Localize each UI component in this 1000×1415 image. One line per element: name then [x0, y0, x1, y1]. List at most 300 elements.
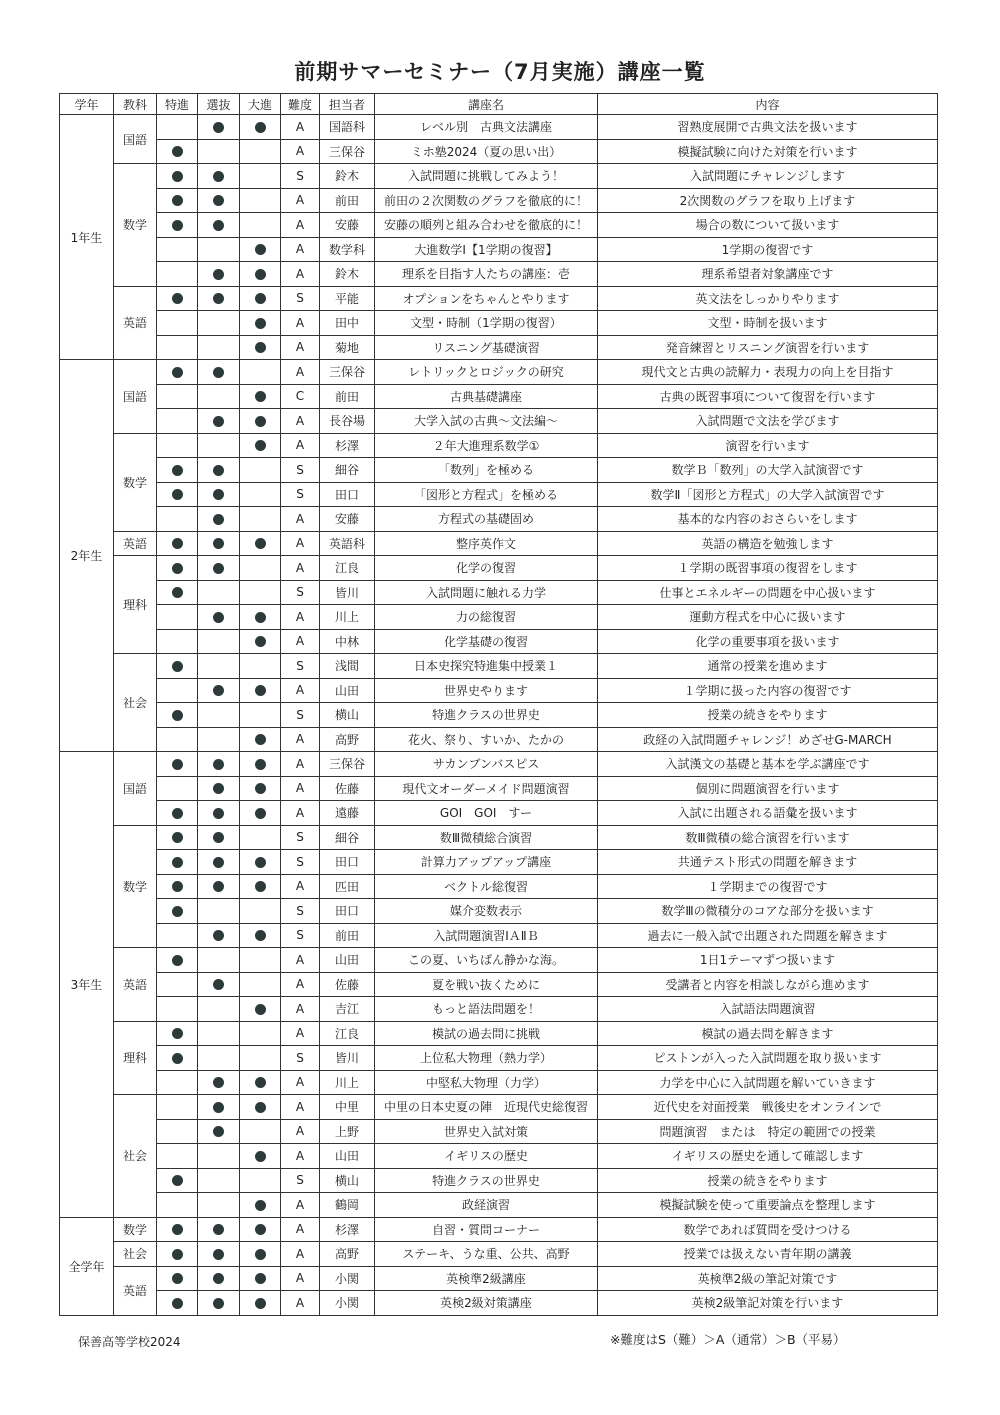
difficulty-cell: S [281, 654, 320, 679]
table-row [60, 1266, 938, 1291]
table-row [60, 115, 938, 140]
course-name-cell: この夏、いちばん静かな海。 [375, 948, 598, 973]
course-name-cell: 中堅私大物理（力学） [375, 1070, 598, 1095]
header-tokushin: 特進 [157, 94, 198, 115]
table-row [60, 727, 938, 752]
teacher-cell: 吉江 [320, 997, 375, 1022]
daishin-dot-icon [255, 1224, 266, 1235]
daishin-cell [240, 1144, 281, 1169]
senbatsu-dot-icon [213, 269, 224, 280]
subject-cell: 英語 [114, 1266, 157, 1315]
daishin-dot-icon [255, 783, 266, 794]
senbatsu-dot-icon [213, 1077, 224, 1088]
senbatsu-dot-icon [213, 1298, 224, 1309]
daishin-cell [240, 458, 281, 483]
table-row [60, 384, 938, 409]
tokushin-cell [157, 1266, 198, 1291]
table-row [60, 948, 938, 973]
senbatsu-dot-icon [213, 122, 224, 133]
tokushin-cell [157, 605, 198, 630]
content-cell: 政経の入試問題チャレンジ！めざせG-MARCH [598, 727, 938, 752]
tokushin-dot-icon [172, 710, 183, 721]
tokushin-cell [157, 997, 198, 1022]
subject-cell: 数学 [114, 164, 157, 287]
table-row [60, 1046, 938, 1071]
subject-cell: 英語 [114, 948, 157, 1022]
table-row [60, 335, 938, 360]
header-subject: 教科 [114, 94, 157, 115]
subject-cell: 数学 [114, 825, 157, 948]
difficulty-cell: A [281, 507, 320, 532]
teacher-cell: 平能 [320, 286, 375, 311]
table-row [60, 556, 938, 581]
tokushin-dot-icon [172, 906, 183, 917]
senbatsu-dot-icon [213, 612, 224, 623]
table-row [60, 433, 938, 458]
tokushin-cell [157, 1070, 198, 1095]
senbatsu-cell [198, 874, 240, 899]
content-cell: 問題演習 または 特定の範囲での授業 [598, 1119, 938, 1144]
tokushin-dot-icon [172, 1175, 183, 1186]
difficulty-note: ※難度はS（難）＞A（通常）＞B（平易） [610, 1332, 846, 1347]
senbatsu-dot-icon [213, 563, 224, 574]
tokushin-dot-icon [172, 195, 183, 206]
course-name-cell: 世界史入試対策 [375, 1119, 598, 1144]
senbatsu-dot-icon [213, 881, 224, 892]
senbatsu-cell [198, 752, 240, 777]
teacher-cell: 中林 [320, 629, 375, 654]
table-row [60, 507, 938, 532]
daishin-dot-icon [255, 636, 266, 647]
table-row [60, 580, 938, 605]
daishin-dot-icon [255, 1249, 266, 1260]
course-name-cell: 世界史やります [375, 678, 598, 703]
tokushin-cell [157, 115, 198, 140]
subject-cell: 英語 [114, 531, 157, 556]
daishin-cell [240, 507, 281, 532]
course-name-cell: 特進クラスの世界史 [375, 703, 598, 728]
content-cell: 数学であれば質問を受けつける [598, 1217, 938, 1242]
senbatsu-dot-icon [213, 857, 224, 868]
table-row [60, 311, 938, 336]
teacher-cell: 遠藤 [320, 801, 375, 826]
tokushin-cell [157, 1144, 198, 1169]
teacher-cell: 鈴木 [320, 262, 375, 287]
difficulty-cell: A [281, 727, 320, 752]
content-cell: 入試問題で文法を学びます [598, 409, 938, 434]
daishin-dot-icon [255, 612, 266, 623]
daishin-cell [240, 997, 281, 1022]
content-cell: 過去に一般入試で出題された問題を解きます [598, 923, 938, 948]
table-row [60, 409, 938, 434]
course-name-cell: 計算力アップアップ講座 [375, 850, 598, 875]
senbatsu-cell [198, 458, 240, 483]
daishin-cell [240, 188, 281, 213]
tokushin-dot-icon [172, 661, 183, 672]
difficulty-cell: A [281, 1266, 320, 1291]
course-name-cell: GOI GOI すー [375, 801, 598, 826]
tokushin-cell [157, 262, 198, 287]
senbatsu-cell [198, 1291, 240, 1316]
teacher-cell: 三保谷 [320, 752, 375, 777]
content-cell: １学期までの復習です [598, 874, 938, 899]
tokushin-cell [157, 1095, 198, 1120]
difficulty-cell: A [281, 997, 320, 1022]
course-name-cell: 上位私大物理（熱力学） [375, 1046, 598, 1071]
difficulty-cell: A [281, 237, 320, 262]
difficulty-cell: A [281, 629, 320, 654]
teacher-cell: 数学科 [320, 237, 375, 262]
content-cell: 入試問題にチャレンジします [598, 164, 938, 189]
course-name-cell: 化学基礎の復習 [375, 629, 598, 654]
table-row [60, 1291, 938, 1316]
daishin-cell [240, 1217, 281, 1242]
daishin-dot-icon [255, 808, 266, 819]
table-row [60, 1021, 938, 1046]
senbatsu-dot-icon [213, 171, 224, 182]
course-name-cell: 方程式の基礎固め [375, 507, 598, 532]
teacher-cell: 山田 [320, 948, 375, 973]
tokushin-cell [157, 678, 198, 703]
header-difficulty: 難度 [281, 94, 320, 115]
course-name-cell: 前田の２次関数のグラフを徹底的に！ [375, 188, 598, 213]
tokushin-cell [157, 458, 198, 483]
senbatsu-cell [198, 850, 240, 875]
tokushin-cell [157, 213, 198, 238]
tokushin-cell [157, 531, 198, 556]
table-row [60, 188, 938, 213]
subject-cell: 国語 [114, 752, 157, 826]
daishin-dot-icon [255, 1273, 266, 1284]
tokushin-cell [157, 874, 198, 899]
course-name-cell: 現代文オーダーメイド問題演習 [375, 776, 598, 801]
grade-cell: 1年生 [60, 115, 114, 360]
tokushin-cell [157, 703, 198, 728]
tokushin-dot-icon [172, 220, 183, 231]
content-cell: 個別に問題演習を行います [598, 776, 938, 801]
table-row [60, 629, 938, 654]
subject-cell: 数学 [114, 1217, 157, 1242]
daishin-dot-icon [255, 318, 266, 329]
difficulty-cell: A [281, 556, 320, 581]
subject-cell: 数学 [114, 433, 157, 531]
difficulty-cell: A [281, 678, 320, 703]
teacher-cell: 菊地 [320, 335, 375, 360]
daishin-dot-icon [255, 244, 266, 255]
difficulty-cell: C [281, 384, 320, 409]
teacher-cell: 山田 [320, 1144, 375, 1169]
table-row [60, 531, 938, 556]
daishin-dot-icon [255, 342, 266, 353]
tokushin-dot-icon [172, 146, 183, 157]
daishin-cell [240, 1021, 281, 1046]
content-cell: １学期の既習事項の復習をします [598, 556, 938, 581]
tokushin-cell [157, 482, 198, 507]
content-cell: 近代史を対面授業 戦後史をオンラインで [598, 1095, 938, 1120]
tokushin-cell [157, 384, 198, 409]
senbatsu-cell [198, 654, 240, 679]
tokushin-cell [157, 1217, 198, 1242]
daishin-cell [240, 482, 281, 507]
content-cell: 数学Ｂ「数列」の大学入試演習です [598, 458, 938, 483]
table-row [60, 1095, 938, 1120]
subject-cell: 社会 [114, 1242, 157, 1267]
senbatsu-cell [198, 899, 240, 924]
grade-cell: 全学年 [60, 1217, 114, 1315]
header-senbatsu: 選抜 [198, 94, 240, 115]
tokushin-cell [157, 507, 198, 532]
course-name-cell: イギリスの歴史 [375, 1144, 598, 1169]
content-cell: 模試の過去問を解きます [598, 1021, 938, 1046]
difficulty-cell: A [281, 409, 320, 434]
daishin-cell [240, 752, 281, 777]
difficulty-cell: A [281, 874, 320, 899]
senbatsu-cell [198, 1217, 240, 1242]
daishin-dot-icon [255, 293, 266, 304]
difficulty-cell: A [281, 1095, 320, 1120]
teacher-cell: 田口 [320, 482, 375, 507]
tokushin-cell [157, 948, 198, 973]
course-name-cell: 「数列」を極める [375, 458, 598, 483]
senbatsu-cell [198, 409, 240, 434]
teacher-cell: 佐藤 [320, 776, 375, 801]
senbatsu-cell [198, 139, 240, 164]
daishin-cell [240, 409, 281, 434]
senbatsu-dot-icon [213, 808, 224, 819]
senbatsu-dot-icon [213, 1249, 224, 1260]
content-cell: 数学Ⅲの微積分のコアな部分を扱います [598, 899, 938, 924]
tokushin-dot-icon [172, 1298, 183, 1309]
difficulty-cell: A [281, 531, 320, 556]
senbatsu-cell [198, 1168, 240, 1193]
difficulty-cell: S [281, 458, 320, 483]
tokushin-dot-icon [172, 171, 183, 182]
course-name-cell: 安藤の順列と組み合わせを徹底的に！ [375, 213, 598, 238]
content-cell: 英検2級筆記対策を行います [598, 1291, 938, 1316]
senbatsu-cell [198, 997, 240, 1022]
course-name-cell: ミホ塾2024（夏の思い出） [375, 139, 598, 164]
course-name-cell: ベクトル総復習 [375, 874, 598, 899]
daishin-cell [240, 433, 281, 458]
senbatsu-cell [198, 1095, 240, 1120]
table-row [60, 1144, 938, 1169]
content-cell: 授業では扱えない青年期の講義 [598, 1242, 938, 1267]
header-content: 内容 [598, 94, 938, 115]
daishin-dot-icon [255, 881, 266, 892]
teacher-cell: 前田 [320, 923, 375, 948]
tokushin-cell [157, 1046, 198, 1071]
daishin-cell [240, 262, 281, 287]
table-row [60, 752, 938, 777]
senbatsu-cell [198, 1119, 240, 1144]
daishin-dot-icon [255, 930, 266, 941]
tokushin-cell [157, 825, 198, 850]
content-cell: 文型・時制を扱います [598, 311, 938, 336]
course-name-cell: 大進数学Ⅰ【1学期の復習】 [375, 237, 598, 262]
table-row [60, 164, 938, 189]
daishin-cell [240, 213, 281, 238]
senbatsu-dot-icon [213, 1126, 224, 1137]
teacher-cell: 皆川 [320, 1046, 375, 1071]
table-row [60, 360, 938, 385]
difficulty-cell: A [281, 139, 320, 164]
senbatsu-cell [198, 286, 240, 311]
senbatsu-dot-icon [213, 489, 224, 500]
teacher-cell: 前田 [320, 384, 375, 409]
difficulty-cell: A [281, 433, 320, 458]
grade-cell: 2年生 [60, 360, 114, 752]
daishin-cell [240, 801, 281, 826]
tokushin-cell [157, 433, 198, 458]
senbatsu-dot-icon [213, 1102, 224, 1113]
daishin-cell [240, 703, 281, 728]
senbatsu-cell [198, 629, 240, 654]
table-row [60, 825, 938, 850]
senbatsu-dot-icon [213, 1224, 224, 1235]
teacher-cell: 長谷場 [320, 409, 375, 434]
difficulty-cell: A [281, 1242, 320, 1267]
table-row [60, 703, 938, 728]
table-row [60, 654, 938, 679]
senbatsu-cell [198, 115, 240, 140]
course-name-cell: 自習・質問コーナー [375, 1217, 598, 1242]
daishin-dot-icon [255, 1102, 266, 1113]
header-daishin: 大進 [240, 94, 281, 115]
difficulty-cell: A [281, 1217, 320, 1242]
senbatsu-cell [198, 801, 240, 826]
daishin-cell [240, 1046, 281, 1071]
course-name-cell: オプションをちゃんとやります [375, 286, 598, 311]
tokushin-cell [157, 1193, 198, 1218]
grade-cell: 3年生 [60, 752, 114, 1218]
tokushin-cell [157, 727, 198, 752]
daishin-dot-icon [255, 1200, 266, 1211]
subject-cell: 社会 [114, 654, 157, 752]
difficulty-cell: A [281, 801, 320, 826]
table-row [60, 1119, 938, 1144]
teacher-cell: 三保谷 [320, 139, 375, 164]
course-name-cell: ２年大進理系数学① [375, 433, 598, 458]
senbatsu-cell [198, 482, 240, 507]
difficulty-cell: A [281, 311, 320, 336]
daishin-cell [240, 1095, 281, 1120]
tokushin-dot-icon [172, 293, 183, 304]
teacher-cell: 田口 [320, 850, 375, 875]
course-name-cell: 媒介変数表示 [375, 899, 598, 924]
table-row [60, 213, 938, 238]
content-cell: 入試語法問題演習 [598, 997, 938, 1022]
content-cell: 入試に出題される語彙を扱います [598, 801, 938, 826]
senbatsu-cell [198, 335, 240, 360]
subject-cell: 社会 [114, 1095, 157, 1218]
table-row [60, 237, 938, 262]
content-cell: 演習を行います [598, 433, 938, 458]
senbatsu-cell [198, 1193, 240, 1218]
course-name-cell: サカンブンバスピス [375, 752, 598, 777]
content-cell: 現代文と古典の読解力・表現力の向上を目指す [598, 360, 938, 385]
table-row [60, 678, 938, 703]
content-cell: 力学を中心に入試問題を解いていきます [598, 1070, 938, 1095]
content-cell: 1日1テーマずつ扱います [598, 948, 938, 973]
daishin-cell [240, 1070, 281, 1095]
senbatsu-cell [198, 507, 240, 532]
teacher-cell: 皆川 [320, 580, 375, 605]
header-row [60, 94, 938, 115]
difficulty-cell: A [281, 1021, 320, 1046]
table-row [60, 458, 938, 483]
tokushin-cell [157, 237, 198, 262]
senbatsu-cell [198, 678, 240, 703]
difficulty-cell: A [281, 752, 320, 777]
difficulty-cell: A [281, 972, 320, 997]
daishin-cell [240, 948, 281, 973]
teacher-cell: 杉澤 [320, 1217, 375, 1242]
tokushin-dot-icon [172, 759, 183, 770]
daishin-cell [240, 1242, 281, 1267]
content-cell: 授業の続きをやります [598, 1168, 938, 1193]
daishin-cell [240, 580, 281, 605]
senbatsu-cell [198, 1070, 240, 1095]
content-cell: 英文法をしっかりやります [598, 286, 938, 311]
difficulty-cell: A [281, 115, 320, 140]
course-name-cell: 入試問題に触れる力学 [375, 580, 598, 605]
table-row [60, 899, 938, 924]
difficulty-cell: S [281, 850, 320, 875]
tokushin-cell [157, 1291, 198, 1316]
teacher-cell: 佐藤 [320, 972, 375, 997]
daishin-cell [240, 899, 281, 924]
tokushin-dot-icon [172, 881, 183, 892]
daishin-dot-icon [255, 685, 266, 696]
teacher-cell: 前田 [320, 188, 375, 213]
daishin-cell [240, 972, 281, 997]
daishin-dot-icon [255, 1004, 266, 1015]
daishin-cell [240, 531, 281, 556]
tokushin-cell [157, 335, 198, 360]
difficulty-cell: A [281, 776, 320, 801]
senbatsu-cell [198, 360, 240, 385]
content-cell: 授業の続きをやります [598, 703, 938, 728]
daishin-dot-icon [255, 759, 266, 770]
daishin-dot-icon [255, 857, 266, 868]
senbatsu-cell [198, 703, 240, 728]
daishin-cell [240, 874, 281, 899]
daishin-dot-icon [255, 391, 266, 402]
teacher-cell: 高野 [320, 727, 375, 752]
table-row [60, 262, 938, 287]
tokushin-cell [157, 899, 198, 924]
course-name-cell: レベル別 古典文法講座 [375, 115, 598, 140]
table-row [60, 1193, 938, 1218]
tokushin-cell [157, 776, 198, 801]
senbatsu-cell [198, 727, 240, 752]
course-name-cell: 花火、祭り、すいか、たかの [375, 727, 598, 752]
tokushin-cell [157, 139, 198, 164]
senbatsu-dot-icon [213, 930, 224, 941]
senbatsu-dot-icon [213, 685, 224, 696]
course-name-cell: 政経演習 [375, 1193, 598, 1218]
senbatsu-cell [198, 972, 240, 997]
senbatsu-cell [198, 213, 240, 238]
senbatsu-cell [198, 1144, 240, 1169]
daishin-cell [240, 311, 281, 336]
tokushin-cell [157, 188, 198, 213]
daishin-cell [240, 678, 281, 703]
teacher-cell: 三保谷 [320, 360, 375, 385]
senbatsu-cell [198, 825, 240, 850]
teacher-cell: 国語科 [320, 115, 375, 140]
course-name-cell: 化学の復習 [375, 556, 598, 581]
